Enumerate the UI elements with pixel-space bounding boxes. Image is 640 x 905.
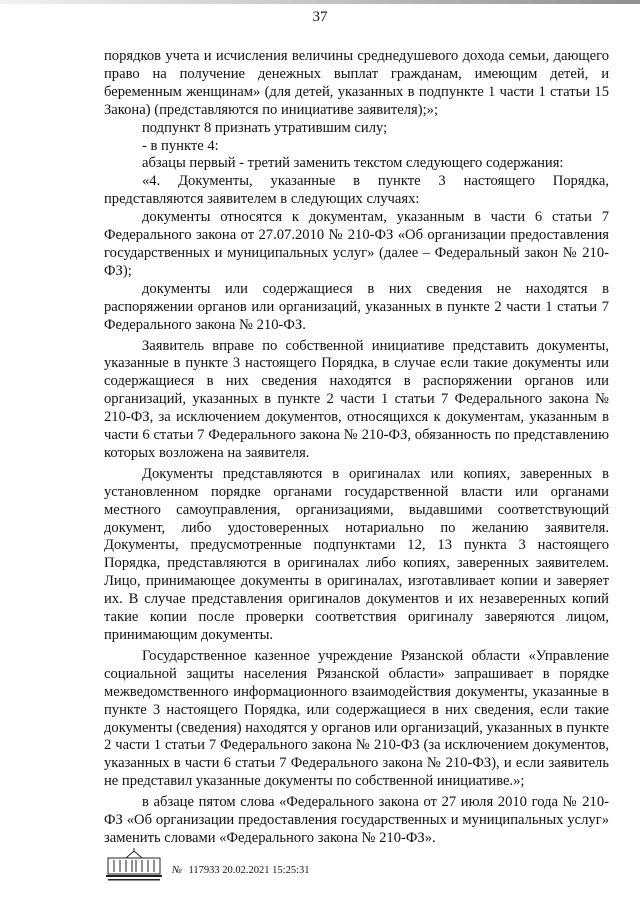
paragraph-originals-copies: Документы представляются в оригиналах или копиях, заверенных в установленном порядке органами государственной власти или органами местного самоуправления, организациями, выдавшими соответствующий документ, либо удостоверенных нотариально по желанию заявителя. Документы, предусмотренные подпунктами 12, 13 пункта 3 настоящего Порядка, представляются в оригиналах либо копиях, заверенных заявителем. Лицо, принимающее документы в оригиналах, изготавливает копии и заверяет их. В случае представления оригиналов документов и их незаверенных копий такие копии после проверки соответствия оригиналу заверяются лицом, принимающим документы. [104, 465, 609, 643]
paragraph-documents-intro: «4. Документы, указанные в пункте 3 настоящего Порядка, представляются заявителем в следующих случаях: [104, 173, 609, 208]
page-number: 37 [312, 9, 328, 25]
registration-stamp [172, 864, 310, 877]
document-id: 117933 [188, 865, 220, 876]
stamp-timestamp: 20.02.2021 15:25:31 [222, 865, 310, 876]
paragraph-point-4: - в пункте 4: [142, 137, 219, 154]
paragraph-replace-instruction: абзацы первый - третий заменить текстом следующего содержания: [142, 155, 564, 172]
paragraph-applicant-right: Заявитель вправе по собственной инициативе представить документы, указанные в пункте 3 настоящего Порядка, в случае если такие документы или содержащиеся в них сведения находятся в распоряжении органов или организаций, указанных в пункте 2 части 1 статьи 7 Федерального закона № 210-ФЗ, за исключением документов, относящихся к документам, указанным в части 6 статьи 7 Федерального закона № 210-ФЗ, обязанность по представлению которых возложена на заявителя. [104, 337, 609, 461]
number-sign: № [172, 865, 182, 876]
paragraph-continuation: порядков учета и исчисления величины среднедушевого дохода семьи, дающего право на получение денежных выплат гражданам, имеющим детей, и беременным женщинам» (для детей, указанных в подпункте 1 части 1 статьи 15 Закона) (представляются по инициативе заявителя);»; [104, 48, 609, 118]
government-building-icon [104, 848, 164, 882]
scan-edge [0, 0, 640, 4]
document-body [104, 48, 609, 848]
paragraph-subpoint-8: подпункт 8 признать утратившим силу; [142, 119, 388, 136]
document-footer [104, 848, 524, 882]
paragraph-interagency-request: Государственное казенное учреждение Рязанской области «Управление социальной защиты населения Рязанской области» запрашивает в порядке межведомственного информационного взаимодействия документы, указанные в пункте 3 настоящего Порядка, или содержащиеся в них сведения, если такие документы (сведения) находятся у органов или организаций, указанных в пункте 2 части 1 статьи 7 Федерального закона № 210-ФЗ (за исключением документов, указанных в части 6 статьи 7 Федерального закона № 210-ФЗ), и если заявитель не представил указанные документы по собственной инициативе.»; [104, 647, 609, 790]
paragraph-fifth-paragraph-amendment: в абзаце пятом слова «Федерального закона от 27 июля 2010 года № 210-ФЗ «Об организации предоставления государственных и муниципальных услуг» заменить словами «Федерального закона № 210-ФЗ». [104, 794, 609, 846]
paragraph-case-1: документы относятся к документам, указанным в части 6 статьи 7 Федерального закона от 27.07.2010 № 210-ФЗ «Об организации предоставления государственных и муниципальных услуг» (далее – Федеральный закон № 210-ФЗ); [104, 209, 609, 279]
paragraph-case-2: документы или содержащиеся в них сведения не находятся в распоряжении органов или организаций, указанных в пункте 2 части 1 статьи 7 Федерального закона № 210-ФЗ. [104, 280, 609, 333]
